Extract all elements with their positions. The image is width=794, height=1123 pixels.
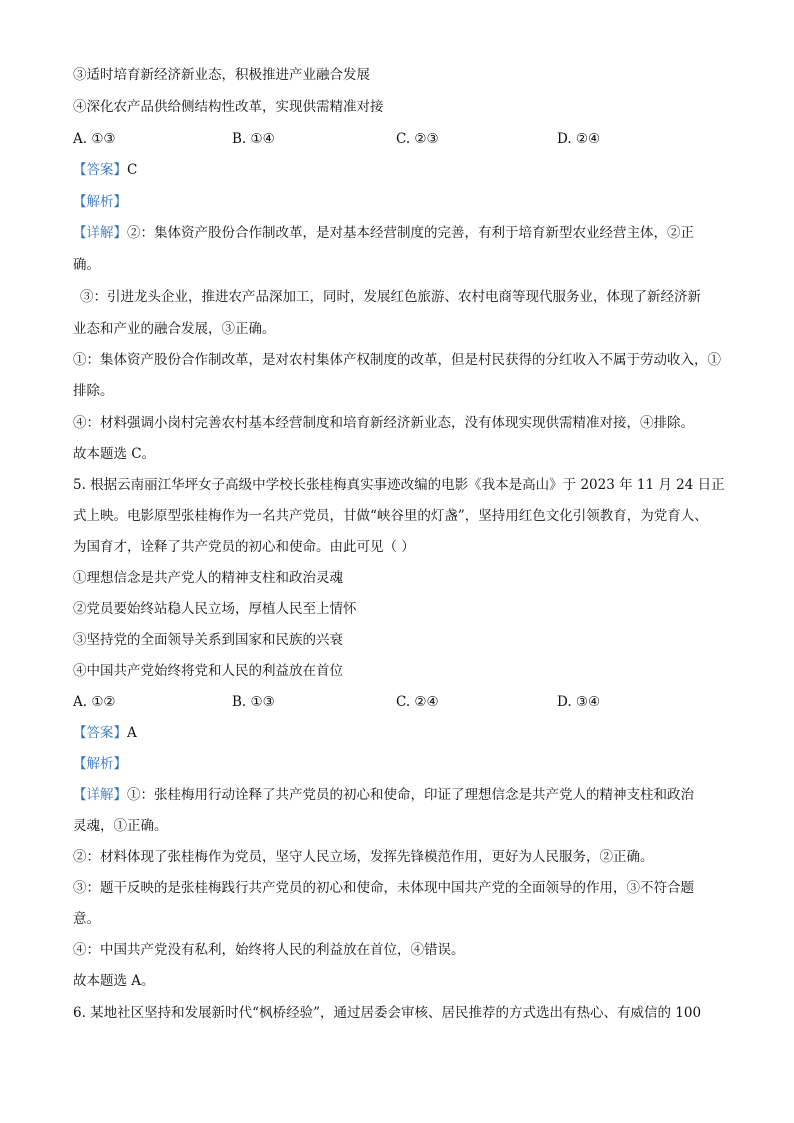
q4-statement-3: ③适时培育新经济新业态，积极推进产业融合发展 bbox=[73, 67, 370, 83]
q4-option-d: D. ②④ bbox=[557, 131, 601, 147]
q5-statement-2: ②党员要始终站稳人民立场，厚植人民至上情怀 bbox=[73, 601, 357, 617]
answer-value: C bbox=[127, 162, 138, 178]
q5-stem-line: 式上映。电影原型张桂梅作为一名共产党员，甘做“峡谷里的灯盏”，坚持用红色文化引领教育，为党育人、 bbox=[73, 508, 708, 524]
q5-option-d: D. ③④ bbox=[557, 694, 601, 710]
analysis-label: 【解析】 bbox=[73, 194, 127, 210]
q5-detail-line: 灵魂，①正确。 bbox=[73, 818, 168, 834]
q5-option-a: A. ①② bbox=[73, 694, 116, 710]
answer-label: 【答案】 bbox=[73, 725, 127, 741]
q4-detail-line: ④：材料强调小岗村完善农村基本经营制度和培育新经济新业态，没有体现实现供需精准对接，④排除。 bbox=[73, 415, 694, 431]
q5-answer bbox=[73, 724, 754, 742]
detail-text: ①：张桂梅用行动诠释了共产党员的初心和使命，印证了理想信念是共产党人的精神支柱和政治 bbox=[127, 787, 694, 803]
q4-detail-line: ③：引进龙头企业，推进农产品深加工，同时，发展红色旅游、农村电商等现代服务业，体现了新经济新 bbox=[80, 289, 701, 305]
q4-option-c: C. ②③ bbox=[396, 131, 439, 147]
q5-detail-line: ④：中国共产党没有私利，始终将人民的利益放在首位，④错误。 bbox=[73, 942, 465, 958]
q5-stem-line: 为国育才，诠释了共产党员的初心和使命。由此可见（ ） bbox=[73, 539, 415, 555]
q4-conclusion: 故本题选 C。 bbox=[73, 446, 156, 462]
q4-analysis-label bbox=[73, 193, 754, 211]
q6-stem-line: 6. 某地社区坚持和发展新时代“枫桥经验”，通过居委会审核、居民推荐的方式选出有热心、有威信的 100 bbox=[73, 1005, 702, 1021]
q4-option-b: B. ①④ bbox=[232, 131, 275, 147]
q4-detail-line bbox=[73, 224, 754, 242]
q5-conclusion: 故本题选 A。 bbox=[73, 973, 155, 989]
q4-detail-line: 确。 bbox=[73, 257, 100, 273]
q5-detail-line: ②：材料体现了张桂梅作为党员，坚守人民立场，发挥先锋模范作用，更好为人民服务，②正确。 bbox=[73, 849, 654, 865]
analysis-label: 【解析】 bbox=[73, 756, 127, 772]
q5-statement-1: ①理想信念是共产党人的精神支柱和政治灵魂 bbox=[73, 570, 343, 586]
q4-detail-line: ①：集体资产股份合作制改革，是对农村集体产权制度的改革，但是村民获得的分红收入不属于劳动收入，① bbox=[73, 352, 721, 368]
answer-label: 【答案】 bbox=[73, 162, 127, 178]
q5-option-b: B. ①③ bbox=[232, 694, 275, 710]
q5-analysis-label bbox=[73, 755, 754, 773]
q5-detail-line: 意。 bbox=[73, 911, 100, 927]
answer-value: A bbox=[127, 725, 137, 741]
q5-option-c: C. ②④ bbox=[396, 694, 439, 710]
q4-detail-line: 排除。 bbox=[73, 383, 114, 399]
q5-statement-3: ③坚持党的全面领导关系到国家和民族的兴衰 bbox=[73, 632, 343, 648]
q4-answer bbox=[73, 161, 754, 179]
q5-detail-line bbox=[73, 786, 754, 804]
q4-option-a: A. ①③ bbox=[73, 131, 116, 147]
q5-detail-line: ③：题干反映的是张桂梅践行共产党员的初心和使命，未体现中国共产党的全面领导的作用，③不符合题 bbox=[73, 880, 694, 896]
q4-detail-line: 业态和产业的融合发展，③正确。 bbox=[73, 321, 276, 337]
q4-statement-4: ④深化农产品供给侧结构性改革，实现供需精准对接 bbox=[73, 99, 384, 115]
detail-label: 【详解】 bbox=[73, 225, 127, 241]
q5-statement-4: ④中国共产党始终将党和人民的利益放在首位 bbox=[73, 663, 343, 679]
detail-text: ②：集体资产股份合作制改革，是对基本经营制度的完善，有利于培育新型农业经营主体，②正 bbox=[127, 225, 694, 241]
q5-stem-line: 5. 根据云南丽江华坪女子高级中学校长张桂梅真实事迹改编的电影《我本是高山》于 2023 年 11 月 24 日正 bbox=[73, 477, 725, 493]
detail-label: 【详解】 bbox=[73, 787, 127, 803]
